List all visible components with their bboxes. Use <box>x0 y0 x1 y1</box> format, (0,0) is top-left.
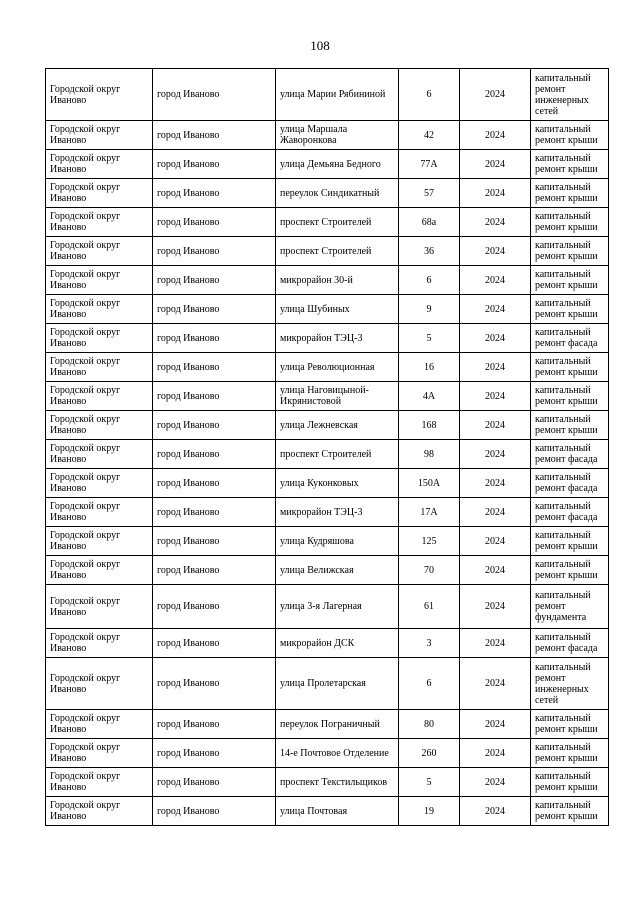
okrug-cell: Городской округ Иваново <box>46 556 153 585</box>
street-cell: проспект Строителей <box>276 208 399 237</box>
table-row <box>46 353 609 382</box>
street-cell: 14-е Почтовое Отделение <box>276 739 399 768</box>
work-type-cell: капитальный ремонт фасада <box>531 629 609 658</box>
table-row <box>46 556 609 585</box>
house-number-cell: 5 <box>399 324 460 353</box>
street-cell: переулок Синдикатный <box>276 179 399 208</box>
okrug-cell: Городской округ Иваново <box>46 710 153 739</box>
work-type-cell: капитальный ремонт крыши <box>531 121 609 150</box>
city-cell: город Иваново <box>153 797 276 826</box>
year-cell: 2024 <box>460 266 531 295</box>
okrug-cell: Городской округ Иваново <box>46 237 153 266</box>
work-type-cell: капитальный ремонт крыши <box>531 237 609 266</box>
okrug-cell: Городской округ Иваново <box>46 440 153 469</box>
work-type-cell: капитальный ремонт крыши <box>531 768 609 797</box>
table-body <box>46 69 609 826</box>
table-row <box>46 382 609 411</box>
house-number-cell: 19 <box>399 797 460 826</box>
okrug-cell: Городской округ Иваново <box>46 658 153 710</box>
city-cell: город Иваново <box>153 710 276 739</box>
work-type-cell: капитальный ремонт крыши <box>531 556 609 585</box>
city-cell: город Иваново <box>153 768 276 797</box>
street-cell: улица Почтовая <box>276 797 399 826</box>
city-cell: город Иваново <box>153 527 276 556</box>
table-row <box>46 150 609 179</box>
house-number-cell: 125 <box>399 527 460 556</box>
house-number-cell: 61 <box>399 585 460 629</box>
year-cell: 2024 <box>460 382 531 411</box>
city-cell: город Иваново <box>153 353 276 382</box>
table-row <box>46 739 609 768</box>
city-cell: город Иваново <box>153 382 276 411</box>
city-cell: город Иваново <box>153 237 276 266</box>
year-cell: 2024 <box>460 440 531 469</box>
okrug-cell: Городской округ Иваново <box>46 208 153 237</box>
house-number-cell: 3 <box>399 629 460 658</box>
city-cell: город Иваново <box>153 150 276 179</box>
year-cell: 2024 <box>460 121 531 150</box>
year-cell: 2024 <box>460 353 531 382</box>
house-number-cell: 4А <box>399 382 460 411</box>
house-number-cell: 57 <box>399 179 460 208</box>
street-cell: улица Революционная <box>276 353 399 382</box>
okrug-cell: Городской округ Иваново <box>46 739 153 768</box>
house-number-cell: 260 <box>399 739 460 768</box>
work-type-cell: капитальный ремонт крыши <box>531 208 609 237</box>
table-row <box>46 585 609 629</box>
work-type-cell: капитальный ремонт крыши <box>531 527 609 556</box>
table-row <box>46 797 609 826</box>
city-cell: город Иваново <box>153 498 276 527</box>
table-row <box>46 179 609 208</box>
street-cell: улица Лежневская <box>276 411 399 440</box>
year-cell: 2024 <box>460 658 531 710</box>
table-row <box>46 469 609 498</box>
year-cell: 2024 <box>460 739 531 768</box>
street-cell: улица Пролетарская <box>276 658 399 710</box>
okrug-cell: Городской округ Иваново <box>46 150 153 179</box>
table-row <box>46 69 609 121</box>
street-cell: микрорайон ДСК <box>276 629 399 658</box>
house-number-cell: 150А <box>399 469 460 498</box>
city-cell: город Иваново <box>153 469 276 498</box>
work-type-cell: капитальный ремонт фасада <box>531 324 609 353</box>
city-cell: город Иваново <box>153 179 276 208</box>
year-cell: 2024 <box>460 411 531 440</box>
work-type-cell: капитальный ремонт крыши <box>531 266 609 295</box>
year-cell: 2024 <box>460 208 531 237</box>
house-number-cell: 68а <box>399 208 460 237</box>
table-row <box>46 498 609 527</box>
city-cell: город Иваново <box>153 658 276 710</box>
street-cell: проспект Строителей <box>276 440 399 469</box>
okrug-cell: Городской округ Иваново <box>46 121 153 150</box>
street-cell: улица Шубиных <box>276 295 399 324</box>
year-cell: 2024 <box>460 768 531 797</box>
okrug-cell: Городской округ Иваново <box>46 382 153 411</box>
table-row <box>46 295 609 324</box>
work-type-cell: капитальный ремонт крыши <box>531 179 609 208</box>
year-cell: 2024 <box>460 527 531 556</box>
house-number-cell: 77А <box>399 150 460 179</box>
house-number-cell: 168 <box>399 411 460 440</box>
year-cell: 2024 <box>460 556 531 585</box>
table-row <box>46 266 609 295</box>
house-number-cell: 42 <box>399 121 460 150</box>
street-cell: переулок Пограничный <box>276 710 399 739</box>
table-row <box>46 237 609 266</box>
okrug-cell: Городской округ Иваново <box>46 585 153 629</box>
street-cell: улица Кудряшова <box>276 527 399 556</box>
street-cell: улица Наговицыной-Икрянистовой <box>276 382 399 411</box>
okrug-cell: Городской округ Иваново <box>46 295 153 324</box>
year-cell: 2024 <box>460 237 531 266</box>
city-cell: город Иваново <box>153 629 276 658</box>
table-row <box>46 710 609 739</box>
work-type-cell: капитальный ремонт крыши <box>531 353 609 382</box>
work-type-cell: капитальный ремонт фасада <box>531 469 609 498</box>
okrug-cell: Городской округ Иваново <box>46 411 153 440</box>
house-number-cell: 80 <box>399 710 460 739</box>
table-row <box>46 768 609 797</box>
year-cell: 2024 <box>460 69 531 121</box>
city-cell: город Иваново <box>153 411 276 440</box>
year-cell: 2024 <box>460 150 531 179</box>
okrug-cell: Городской округ Иваново <box>46 768 153 797</box>
table-row <box>46 527 609 556</box>
city-cell: город Иваново <box>153 121 276 150</box>
city-cell: город Иваново <box>153 556 276 585</box>
city-cell: город Иваново <box>153 440 276 469</box>
year-cell: 2024 <box>460 498 531 527</box>
house-number-cell: 17А <box>399 498 460 527</box>
okrug-cell: Городской округ Иваново <box>46 179 153 208</box>
street-cell: улица 3-я Лагерная <box>276 585 399 629</box>
work-type-cell: капитальный ремонт крыши <box>531 739 609 768</box>
work-type-cell: капитальный ремонт фасада <box>531 498 609 527</box>
city-cell: город Иваново <box>153 739 276 768</box>
street-cell: улица Куконковых <box>276 469 399 498</box>
house-number-cell: 6 <box>399 658 460 710</box>
okrug-cell: Городской округ Иваново <box>46 324 153 353</box>
year-cell: 2024 <box>460 710 531 739</box>
street-cell: проспект Строителей <box>276 237 399 266</box>
street-cell: проспект Текстильщиков <box>276 768 399 797</box>
table-row <box>46 121 609 150</box>
house-number-cell: 98 <box>399 440 460 469</box>
house-number-cell: 5 <box>399 768 460 797</box>
work-type-cell: капитальный ремонт фундамента <box>531 585 609 629</box>
street-cell: улица Маршала Жаворонкова <box>276 121 399 150</box>
work-type-cell: капитальный ремонт крыши <box>531 797 609 826</box>
year-cell: 2024 <box>460 324 531 353</box>
street-cell: микрорайон 30-й <box>276 266 399 295</box>
okrug-cell: Городской округ Иваново <box>46 353 153 382</box>
work-type-cell: капитальный ремонт инженерных сетей <box>531 69 609 121</box>
street-cell: микрорайон ТЭЦ-3 <box>276 498 399 527</box>
okrug-cell: Городской округ Иваново <box>46 69 153 121</box>
house-number-cell: 6 <box>399 69 460 121</box>
okrug-cell: Городской округ Иваново <box>46 469 153 498</box>
street-cell: улица Велижская <box>276 556 399 585</box>
work-type-cell: капитальный ремонт крыши <box>531 295 609 324</box>
work-type-cell: капитальный ремонт крыши <box>531 150 609 179</box>
city-cell: город Иваново <box>153 295 276 324</box>
house-number-cell: 6 <box>399 266 460 295</box>
city-cell: город Иваново <box>153 208 276 237</box>
table-row <box>46 658 609 710</box>
okrug-cell: Городской округ Иваново <box>46 797 153 826</box>
house-number-cell: 16 <box>399 353 460 382</box>
table-row <box>46 411 609 440</box>
table-row <box>46 440 609 469</box>
city-cell: город Иваново <box>153 69 276 121</box>
year-cell: 2024 <box>460 469 531 498</box>
work-type-cell: капитальный ремонт крыши <box>531 382 609 411</box>
house-number-cell: 9 <box>399 295 460 324</box>
table-row <box>46 629 609 658</box>
city-cell: город Иваново <box>153 585 276 629</box>
house-number-cell: 70 <box>399 556 460 585</box>
okrug-cell: Городской округ Иваново <box>46 527 153 556</box>
year-cell: 2024 <box>460 179 531 208</box>
year-cell: 2024 <box>460 629 531 658</box>
year-cell: 2024 <box>460 295 531 324</box>
table-row <box>46 208 609 237</box>
repair-schedule-table <box>45 68 609 826</box>
work-type-cell: капитальный ремонт инженерных сетей <box>531 658 609 710</box>
work-type-cell: капитальный ремонт фасада <box>531 440 609 469</box>
okrug-cell: Городской округ Иваново <box>46 629 153 658</box>
year-cell: 2024 <box>460 585 531 629</box>
okrug-cell: Городской округ Иваново <box>46 266 153 295</box>
table-row <box>46 324 609 353</box>
street-cell: улица Демьяна Бедного <box>276 150 399 179</box>
work-type-cell: капитальный ремонт крыши <box>531 411 609 440</box>
city-cell: город Иваново <box>153 324 276 353</box>
okrug-cell: Городской округ Иваново <box>46 498 153 527</box>
street-cell: микрорайон ТЭЦ-3 <box>276 324 399 353</box>
year-cell: 2024 <box>460 797 531 826</box>
house-number-cell: 36 <box>399 237 460 266</box>
city-cell: город Иваново <box>153 266 276 295</box>
page-number: 108 <box>310 38 330 53</box>
street-cell: улица Марии Рябининой <box>276 69 399 121</box>
work-type-cell: капитальный ремонт крыши <box>531 710 609 739</box>
